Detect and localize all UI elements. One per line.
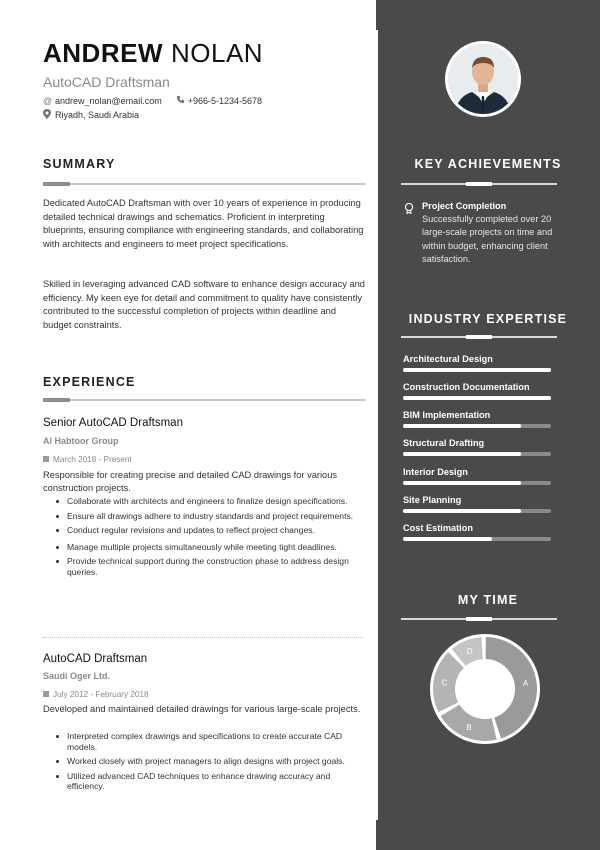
location-row (43, 109, 139, 121)
skill-label: BIM Implementation (403, 410, 491, 420)
achievements-divider (401, 183, 557, 185)
skill-label: Architectural Design (403, 354, 493, 364)
skill-item (403, 495, 553, 513)
list-item: Ensure all drawings adhere to industry standards and project requirements. (55, 511, 355, 522)
job-company: Saudi Oger Ltd. (43, 671, 111, 681)
last-name: NOLAN (171, 38, 264, 68)
list-item: Collaborate with architects and engineers to finalize design specifications. (55, 496, 355, 507)
skill-bar (403, 396, 551, 400)
expertise-divider (401, 336, 557, 338)
candidate-name (43, 38, 263, 69)
summary-paragraph-1: Dedicated AutoCAD Draftsman with over 10 years of experience in producing detailed technical drawings and schematics. Proficient in interpreting blueprints, ensuring compliance with engineering standards, and collaborating with architects and engineers to meet project specifications. (43, 198, 364, 249)
skill-item (403, 523, 553, 541)
experience-heading: EXPERIENCE (43, 375, 136, 389)
job-separator (43, 637, 363, 638)
skill-label: Construction Documentation (403, 382, 530, 392)
donut-label-c: C (441, 678, 448, 688)
candidate-title: AutoCAD Draftsman (43, 74, 170, 90)
skill-label: Interior Design (403, 467, 468, 477)
avatar (448, 44, 518, 114)
donut-label-b: B (466, 722, 472, 732)
first-name: ANDREW (43, 38, 163, 68)
achievement-description: Successfully completed over 20 large-scale projects on time and within budget, enhancing client satisfaction. (422, 214, 553, 264)
trophy-icon (403, 201, 415, 213)
calendar-icon (43, 691, 49, 697)
skill-item (403, 410, 553, 428)
sidebar-edge (372, 30, 378, 820)
phone-icon (176, 95, 188, 106)
job-dates: March 2018 - Present (43, 455, 132, 464)
my-time-divider (401, 618, 557, 620)
donut-label-d: D (466, 646, 473, 656)
job-role: Senior AutoCAD Draftsman (43, 417, 183, 429)
my-time-heading: MY TIME (457, 593, 519, 607)
email-text[interactable]: andrew_nolan@email.com (55, 95, 162, 106)
job-bullets (55, 731, 355, 792)
location-pin-icon (43, 109, 55, 121)
donut-label-a: A (522, 678, 529, 688)
skill-item (403, 354, 553, 372)
list-item: Utilized advanced CAD techniques to enhance drawing accuracy and efficiency. (55, 771, 355, 792)
job-description: Responsible for creating precise and detailed CAD drawings for various construction projects. (43, 470, 338, 493)
job-dates: July 2012 - February 2018 (43, 690, 149, 699)
job-role: AutoCAD Draftsman (43, 653, 148, 665)
skill-item (403, 467, 553, 485)
expertise-heading: INDUSTRY EXPERTISE (408, 312, 568, 326)
skill-label: Structural Drafting (403, 438, 485, 448)
skill-item (403, 382, 553, 400)
skill-bar (403, 452, 551, 456)
at-icon: @ (43, 95, 53, 106)
skill-bar (403, 424, 551, 428)
list-item: Conduct regular revisions and updates to reflect project changes. (55, 525, 355, 536)
experience-divider (43, 399, 365, 401)
list-item: Manage multiple projects simultaneously while meeting tight deadlines. (55, 542, 355, 553)
phone-text[interactable]: +966-5-1234-5678 (187, 95, 263, 106)
skill-item (403, 438, 553, 456)
skill-bar (403, 481, 551, 485)
time-donut-chart (425, 634, 545, 744)
summary-divider (43, 183, 365, 185)
achievement-title: Project Completion (422, 201, 507, 211)
skill-bar (403, 509, 551, 513)
job-company: Al Habtoor Group (43, 436, 119, 446)
location-text: Riyadh, Saudi Arabia (55, 110, 140, 120)
list-item: Provide technical support during the construction phase to address design queries. (55, 556, 355, 577)
calendar-icon (43, 456, 49, 462)
skill-bar (403, 537, 551, 541)
list-item: Worked closely with project managers to align designs with project goals. (55, 756, 355, 767)
job-bullets (55, 496, 355, 577)
skill-bar (403, 368, 551, 372)
skill-label: Site Planning (403, 495, 462, 505)
summary-paragraph-2: Skilled in leveraging advanced CAD software to enhance design accuracy and efficiency. My keen eye for detail and commitment to quality have consistently contributed to the successful completion of projects within deadline and budget constraints. (43, 279, 365, 330)
achievements-heading: KEY ACHIEVEMENTS (414, 157, 562, 171)
summary-heading: SUMMARY (43, 157, 116, 171)
list-item: Interpreted complex drawings and specifications to create accurate CAD models. (55, 731, 355, 752)
job-description: Developed and maintained detailed drawings for various large-scale projects. (43, 704, 361, 714)
contact-row (43, 95, 262, 106)
skill-label: Cost Estimation (403, 523, 473, 533)
